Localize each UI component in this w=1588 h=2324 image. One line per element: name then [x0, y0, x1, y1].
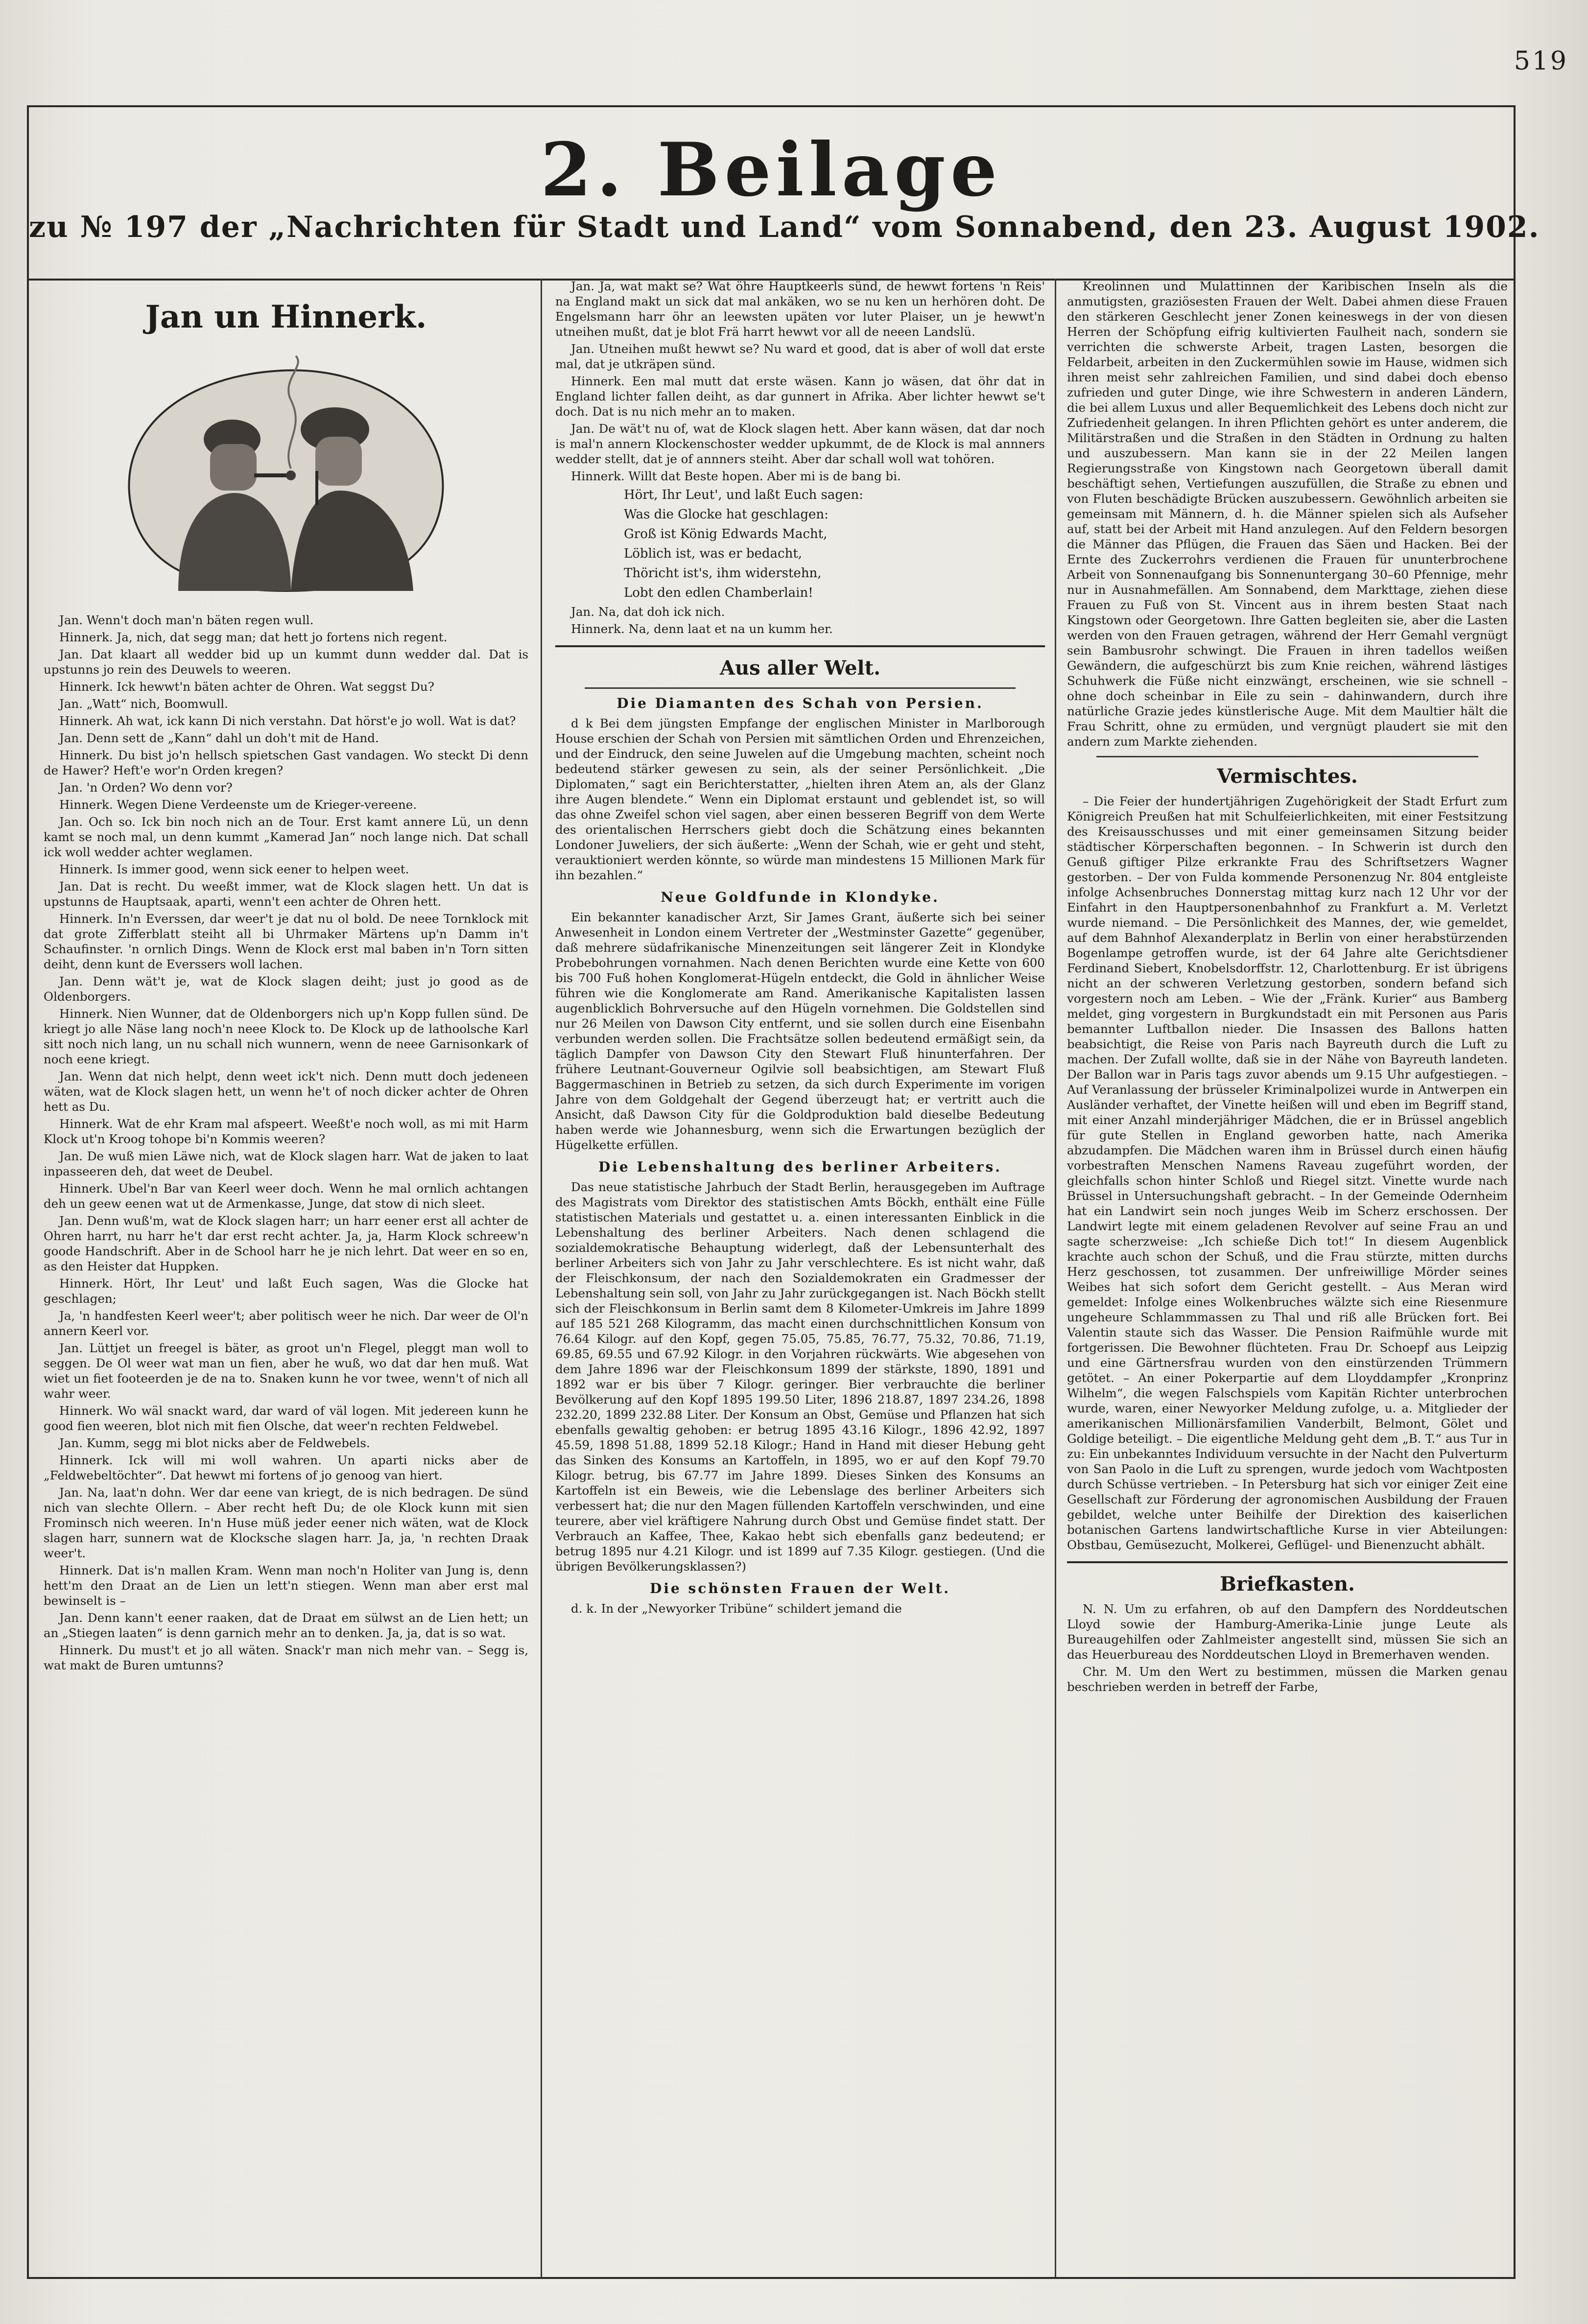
dialogue-line: Jan. Na, dat doh ick nich. [571, 605, 725, 619]
verse-line: Was die Glocke hat geschlagen: [624, 507, 829, 522]
dialogue-line: Hinnerk. Dat is'n mallen Kram. Wenn man noch'n Holiter van Jung is, denn hett'm den Draat an de Lien un lett'n stiegen. Wenn man aber erst mal bewinselt is – [44, 1563, 528, 1608]
dialogue-line: Jan. 'n Orden? Wo denn vor? [59, 780, 233, 795]
issue-line: zu № 197 der „Nachrichten für Stadt und Land“ vom Sonnabend, den 23. August 1902. [29, 210, 1540, 244]
dialogue-line: Jan. De wät't nu of, wat de Klock slagen hett. Aber kann wäsen, dat dar noch is mal'n annern Klockenschoster wedder upkummt, de de Klock is mal annners wedder stellt, dat je of annners steiht. Aber dar schall woll wat tohören. [555, 422, 1045, 466]
heading-divider [585, 687, 1016, 689]
dialogue-line: Hinnerk. Een mal mutt dat erste wäsen. Kann jo wäsen, dat öhr dat in England lichter fallen deiht, as dar gunnert in Afrika. Aber lichter hewwt se't doch. Dat is nu nich mehr an to maken. [555, 374, 1045, 419]
dialogue-line: Hinnerk. Is immer good, wenn sick eener to helpen weet. [59, 862, 409, 876]
dialogue-line: Hinnerk. Ick hewwt'n bäten achter de Ohren. Wat seggst Du? [59, 680, 434, 694]
dialogue-line: Hinnerk. Wo wäl snackt ward, dar ward of väl logen. Mit jedereen kunn he good fien weeren, blot nich mit fien Olsche, dat weer'n rechten Feldwebel. [44, 1404, 528, 1433]
dialogue-line: Jan. Denn kann't eener raaken, dat de Draat em sülwst an de Lien hett; un an „Stiegen laaten“ is denn garnich mehr an to denken. Ja, ja, dat is so wat. [44, 1611, 528, 1640]
column-1 [44, 279, 528, 2277]
dialogue-line: Jan. Wenn dat nich helpt, denn weet ick't nich. Denn mutt doch jedeneen wäten, wat de Klock slagen hett, un wenn he't of noch dicker achter de Ohren hett as Du. [44, 1069, 528, 1114]
verse-line: Lobt den edlen Chamberlain! [624, 586, 813, 600]
article-text: d k Bei dem jüngsten Empfange der englischen Minister in Marlborough House erschien der Schah von Persien mit sämtlichen Orden und Ehrenzeichen, und der Eindruck, den seine Juwelen auf die Umgebung machten, scheint noch bedeutend stärker gewesen zu sein, als der seiner Persönlichkeit. „Die Diplomaten,“ sagt ein Berichterstatter, „hielten ihren Atem an, als der Glanz ihre Augen blendete.“ Wenn ein Diplomat erstaunt und geblendet ist, so will das ohne Zweifel schon viel sagen, aber einen besseren Begriff von dem Werte des orientalischen Herrschers giebt doch die Schätzung eines bekannten Londoner Juweliers, der sich äußerte: „Wenn der Schah, wie er geht und steht, verauktioniert werden könnte, so würde man mindestens 15 Millionen Mark für ihn bezahlen.“ [555, 716, 1045, 882]
letter-reply: Chr. M. Um den Wert zu bestimmen, müssen die Marken genau beschrieben werden in betreff der Farbe, [1067, 1665, 1508, 1694]
letter-reply: N. N. Um zu erfahren, ob auf den Dampfern des Norddeutschen Lloyd sowie der Hamburg-Amerika-Linie junge Leute als Bureaugehilfen oder Zahlmeister angestellt sind, müssen Sie sich an das Heuerbureau des Norddeutschen Lloyd in Bremerhaven wenden. [1067, 1602, 1508, 1662]
verse-line: Löblich ist, was er bedacht, [624, 546, 803, 561]
dialogue-end [555, 604, 1045, 636]
dialogue-line: Jan. Ja, wat makt se? Wat öhre Hauptkeerls sünd, de hewwt fortens 'n Reis' na England makt un sick dat mal ankäken, wo se nu ken un herhören doht. De Engelsmann harr öhr an leewsten upäten vor luter Plaiser, un je hewwt'n utneihen mußt, dat je blot Frä harrt hewwt vor all de neeen Landslü. [555, 279, 1045, 339]
dialogue-line: Hinnerk. Ja, nich, dat segg man; dat hett jo fortens nich regent. [59, 630, 448, 644]
dialogue-line: Jan. Na, laat'n dohn. Wer dar eene van kriegt, de is nich bedragen. De sünd nich van slechte Ollern. – Aber recht heft Du; de ole Klock kunn mit sien Frominsch nich weeren. In'n Huse müß jeder eener nich wäten, wat de Klock slagen harr, sunnern wat de Klocksche slagen harr. Ja, ja, 'n rechten Draak weer't. [44, 1485, 528, 1560]
section-divider [555, 645, 1045, 647]
page-number: 519 [1514, 47, 1568, 76]
dialogue-line: Ja, 'n handfesten Keerl weer't; aber politisch weer he nich. Dar weer de Ol'n annern Keerl vor. [44, 1309, 528, 1338]
column-rule [1055, 279, 1056, 2277]
dialogue-line: Jan. Kumm, segg mi blot nicks aber de Feldwebels. [59, 1436, 370, 1450]
dialogue-line: Hinnerk. Du bist jo'n hellsch spietschen Gast vandagen. Wo steckt Di denn de Hawer? Heft'e wor'n Orden kregen? [44, 748, 528, 777]
verse-line: Hört, Ihr Leut', und laßt Euch sagen: [624, 488, 863, 502]
dialogue-line: Hinnerk. Na, denn laat et na un kumm her. [571, 622, 833, 636]
dialogue-line: Jan. Och so. Ick bin noch nich an de Tour. Erst kamt annere Lü, un denn kamt se noch mal, un denn kummt „Kamerad Jan“ noch lange nich. Dat schall ick woll wedder achter weglamen. [44, 815, 528, 859]
section-divider [1067, 1561, 1508, 1563]
supplement-title: 2. Beilage [540, 127, 1002, 213]
dialogue-line: Jan. Dat is recht. Du weeßt immer, wat de Klock slagen hett. Un dat is upstunns de Hauptsaak, aparti, wenn't een achter de Ohren hett. [44, 879, 528, 909]
dialogue-text [44, 612, 528, 1673]
dialogue-line: Jan. Lüttjet un freegel is bäter, as groot un'n Flegel, pleggt man woll to seggen. De Ol weer wat man un fien, aber he wuß, wo dat dar hen muß. Wat wiet un fiet footeerden je de na to. Snaken kunn he vor twee, wenn't of nich all wahr weer. [44, 1341, 528, 1401]
letterbox-entries [1067, 1601, 1508, 1694]
column-2 [555, 279, 1045, 2277]
dialogue-line: Hinnerk. Wegen Diene Verdeenste um de Krieger-vereene. [59, 798, 417, 812]
article-heading: Die Lebenshaltung des berliner Arbeiters. [598, 1159, 1002, 1175]
section-heading-briefkasten: Briefkasten. [1220, 1573, 1355, 1596]
verse-block [555, 487, 1045, 601]
dialogue-line: Hinnerk. Ick will mi woll wahren. Un aparti nicks aber de „Feldwebeltöchter“. Dat hewwt mi fortens of jo genoog van hiert. [44, 1453, 528, 1482]
dialogue-line: Hinnerk. Ah wat, ick kann Di nich verstahn. Dat hörst'e jo woll. Wat is dat? [59, 714, 516, 728]
miscellany-text: – Die Feier der hundertjährigen Zugehörigkeit der Stadt Erfurt zum Königreich Preußen hat mit Schulfeierlichkeiten, mit einer Festsitzung des Kreisausschusses und mit einer gemeinsamen Sitzung beider städtischer Körperschaften begonnen. – In Schwerin ist durch den Genuß giftiger Pilze erkrankte Frau des Schriftsetzers Wagner gestorben. – Der von Fulda kommende Personenzug Nr. 804 entgleiste infolge Achsenbruches Donnerstag mittag kurz nach 12 Uhr vor der Einfahrt in den Hauptpersonenbahnhof zu Frankfurt a. M. Verletzt wurde niemand. – Die Persönlichkeit des Mannes, der, wie gemeldet, auf dem Bahnhof Alexanderplatz in Berlin von einer herabstürzenden Bogenlampe getroffen wurde, ist der 64 Jahre alte Gerichtsdiener Ferdinand Siebert, Knobelsdorffstr. 12, Charlottenburg. Er ist übrigens nicht an der schweren Verletzung gestorben, sondern befand sich vorgestern noch am Leben. – Wie der „Fränk. Kurier“ aus Bamberg meldet, ging vorgestern in Burgkundstadt ein mit Personen aus Paris bemannter Luftballon nieder. Die Insassen des Ballons hatten beabsichtigt, die Reise von Paris nach Bayreuth durch die Luft zu machen. Der Zufall wollte, daß sie in der Nähe von Bayreuth landeten. Der Ballon war in Paris tags zuvor abends um 9.15 Uhr aufgestiegen. – Auf Veranlassung der brüsseler Kriminalpolizei wurde in Antwerpen ein Ausländer verhaftet, der Vinette heißen will und eben im Begriff stand, mit einer Anzahl minderjähriger Mädchen, die er in Brüssel angeblich für gute Stellen in England geworben hatte, nach Amerika abzudampfen. Die Mädchen waren ihm in Brüssel durch einen häufig vorbestraften Menschen Namens Raveau zugeführt worden, der gleichfalls schon hinter Schloß und Riegel sitzt. Vinette wurde nach Brüssel in Untersuchungshaft gebracht. – In der Gemeinde Odernheim hat ein Landwirt sein noch junges Weib im Scherz erschossen. Der Landwirt legte mit einem geladenen Revolver auf seine Frau an und sagte scherzweise: „Ich schieße Dich tot!“ In diesem Augenblick krachte auch schon der Schuß, und die Frau stürzte, mitten durchs Herz geschossen, tot zusammen. Der unfreiwillige Mörder seines Weibes hat sich sofort dem Gericht gestellt. – Aus Meran wird gemeldet: Infolge eines Wolkenbruches wälzte sich eine Riesenmure ungeheure Schlammmassen zu Thal und riß alle Brücken fort. Bei Valentin staute sich das Wasser. Die Pension Raifmühle wurde mit fortgerissen. Die Bewohner flüchteten. Frau Dr. Schoepf aus Leipzig und eine Gärtnersfrau wurden von den einstürzenden Trümmern getötet. – An einer Pokerpartie auf dem Lloyddampfer „Kronprinz Wilhelm“, die wegen Falschspiels vom Kapitän Richter unterbrochen wurde, waren, einer Newyorker Meldung zufolge, u. a. Mitglieder der amerikanischen Millionärsfamilien Vanderbilt, Belmont, Gölet und Goldige beteiligt. – Die eigentliche Meldung geht dem „B. T.“ aus Tur in zu: Ein unbekanntes Individuum versuchte in der Nacht den Pulverturm von San Paolo in die Luft zu sprengen, wurde jedoch vom Wachtposten durch Schüsse vertrieben. – In Petersburg hat sich vor einiger Zeit eine Gesellschaft zur Förderung der agronomischen Ausbildung der Frauen gebildet, welche unter Beihilfe der Direktion des kaiserlichen botanischen Gartens landwirtschaftliche Kurse in vier Abteilungen: Obstbau, Gemüsezucht, Molkerei, Geflügel- und Bienenzucht abhält. [1067, 794, 1508, 1552]
dialogue-line: Jan. Denn wät't je, wat de Klock slagen deiht; just jo good as de Oldenborgers. [44, 974, 528, 1004]
dialogue-line: Jan. „Watt“ nich, Boomwull. [59, 697, 228, 711]
two-men-smoking-illustration [119, 346, 452, 601]
verse-line: Groß ist König Edwards Macht, [624, 527, 828, 541]
dialogue-line: Jan. De wuß mien Läwe nich, wat de Klock slagen harr. Wat de jaken to laat inpasseeren deh, dat weet de Deubel. [44, 1149, 528, 1178]
article-heading: Neue Goldfunde in Klondyke. [661, 889, 940, 905]
news-articles [555, 696, 1045, 1616]
dialogue-line: Hinnerk. In'n Everssen, dar weer't je dat nu ol bold. De neee Tornklock mit dat grote Zifferblatt steiht all bi Uhrmaker Märtens up'n Damm in't Schaufinster. 'n ornlich Dings. Wenn de Klock erst mal baben in'n Torn sitten deiht, denn kunt de Everssers woll lachen. [44, 912, 528, 971]
page-frame [27, 105, 1540, 2279]
article-text: Das neue statistische Jahrbuch der Stadt Berlin, herausgegeben im Auftrage des Magistrats vom Direktor des statistischen Amts Böckh, enthält eine Fülle statistischen Materials und gestattet u. a. einen interessanten Einblick in die Lebenshaltung des berliner Arbeiters. Nach denen schlagend die sozialdemokratische Behauptung widerlegt, daß der Lebensunterhalt des berliner Arbeiters sich von Jahr zu Jahr verschlechtere. Es ist nicht wahr, daß der Fleischkonsum, der nach den Sozialdemokraten ein Gradmesser der Lebenshaltung sein soll, von Jahr zu Jahr zurückgegangen ist. Nach Böckh stellt sich der Fleischkonsum in Berlin samt dem 8 Kilometer-Umkreis im Jahre 1899 auf 185 521 268 Kilogramm, das macht einen durchschnittlichen Konsum von 76.64 Kilogr. auf den Kopf, gegen 75.05, 75.85, 76.77, 75.32, 70.86, 71.19, 69.85, 69.55 und 67.92 Kilogr. in den Vorjahren rückwärts. Wie abgesehen von dem Jahre 1896 war der Fleischkonsum 1899 der stärkste, 1890, 1891 und 1892 war er bis über 7 Kilogr. geringer. Bier verbrauchte die berliner Bevölkerung auf den Kopf 1895 199.50 Liter, 1896 218.87, 1897 234.26, 1898 232.20, 1899 232.88 Liter. Der Konsum an Obst, Gemüse und Pflanzen hat sich ebenfalls gewaltig gehoben: er betrug 1895 43.16 Kilogr., 1896 42.92, 1897 45.59, 1898 51.88, 1899 52.18 Kilogr.; Hand in Hand mit dieser Hebung geht das Sinken des Konsums an Kartoffeln, in 1895, wo er auf den Kopf 79.70 Kilogr. betrug, bis 67.77 im Jahre 1899. Dieses Sinken des Konsums an Kartoffeln ist ein Beweis, wie die Lebenslage des berliner Arbeiters sich verbessert hat; die nur den Magen füllenden Kartoffeln verschwinden, und eine teurere, aber viel kräftigere Nahrung durch Obst und Gemüse findet statt. Der Verbrauch an Kaffee, Thee, Kakao hebt sich ebenfalls ganz bedeutend; er betrug 1895 nur 4.21 Kilogr. und ist 1899 auf 7.35 Kilogr. gestiegen. (Und die übrigen Bevölkerungsklassen?) [555, 1180, 1045, 1573]
section-heading-aus-aller-welt: Aus aller Welt. [719, 657, 881, 680]
dialogue-line: Hinnerk. Du must't et jo all wäten. Snack'r man nich mehr van. – Segg is, wat makt de Buren umtunns? [44, 1643, 528, 1672]
section-heading-vermischtes: Vermischtes. [1217, 765, 1358, 788]
verse-line: Thöricht ist's, ihm widerstehn, [624, 566, 822, 581]
dialogue-line: Jan. Dat klaart all wedder bid up un kummt dunn wedder dal. Dat is upstunns jo rein des Deuwels to weeren. [44, 647, 528, 677]
article-continuation: Kreolinnen und Mulattinnen der Karibischen Inseln als die anmutigsten, graziösesten Frauen der Welt. Dabei ahmen diese Frauen den stärkeren Geschlecht jener Zonen keineswegs in der von diesen Herren der Schöpfung eifrig kultivierten Faulheit nach, sondern sie verrichten die schwerste Arbeit, tragen Lasten, besorgen die Feldarbeit, arbeiten in den Zuckermühlen sowie im Hause, widmen sich ihren meist sehr zahlreichen Familien, und sind dabei doch ebenso zufrieden und guter Dinge, wie ihre Schwestern in anderen Ländern, die bei allem Luxus und aller Bequemlichkeit des Lebens doch nicht zur Zufriedenheit gelangen. In ihren Pflichten gehört es unter anderem, die Militärstraßen und die Straßen in den Städten in Ordnung zu halten und auszubessern. Man kann sie in der 22 Meilen langen Regierungsstraße von Kingstown nach Georgetown überall damit beschäftigt sehen, Vertiefungen auszufüllen, die Straße zu ebnen und von Fluten beschädigte Brücken auszubessern. Gewöhnlich arbeiten sie gemeinsam mit Männern, d. h. die Männer spielen sich als Aufseher auf, statt bei der Arbeit mit Hand anzulegen. Auf den Feldern besorgen die Männer das Pflügen, die Frauen das Säen und Hacken. Bei der Ernte des Zuckerrohrs verdienen die Frauen für ununterbrochene Arbeit von Sonnenaufgang bis Sonnenuntergang 30–60 Pfennige, mehr nur in Ausnahmefällen. Am Sonnabend, dem Markttage, ziehen diese Frauen zu Fuß von St. Vincent aus in ihrem besten Staat nach Kingstown oder Georgetown. Ihre Gatten begleiten sie, aber die Lasten werden von den Frauen getragen, während der Herr Gemahl vergnügt sein Bambusrohr schwingt. Die Frauen in ihren tadellos weißen Gewändern, die aufgeschürzt bis zum Knie reichen, während lästiges Schuhwerk die Füße nicht einzwängt, erscheinen, wie sie schnell – ohne doch scheinbar in Eile zu sein – dahinwandern, durch ihre natürliche Grazie jedes künstlerische Auge. Mit dem Maultier hält die Frau Schritt, ohne zu ermüden, und vergnügt plaudert sie mit den andern zum Markte ziehenden. [1067, 279, 1508, 749]
dialogue-line: Jan. Wenn't doch man'n bäten regen wull. [59, 613, 314, 627]
dialogue-line: Hinnerk. Ubel'n Bar van Keerl weer doch. Wenn he mal ornlich achtangen deh un geew eenen wat ut de Armenkasse, Junge, dat stow di nich sleet. [44, 1181, 528, 1211]
dialogue-line: Hinnerk. Wat de ehr Kram mal afspeert. Weeßt'e noch woll, as mi mit Harm Klock ut'n Kroog tohope bi'n Kommis weeren? [44, 1117, 528, 1146]
dialogue-continuation [555, 279, 1045, 484]
column-3 [1067, 279, 1508, 2277]
dialogue-line: Jan. Denn sett de „Kann“ dahl un doh't mit de Hand. [59, 731, 379, 745]
article-text: d. k. In der „Newyorker Tribüne“ schildert jemand die [571, 1601, 902, 1616]
column-rule [541, 279, 542, 2277]
article-heading: Die Diamanten des Schah von Persien. [616, 695, 984, 711]
article-text: Ein bekannter kanadischer Arzt, Sir James Grant, äußerte sich bei seiner Anwesenheit in London einem Vertreter der „Westminster Gazette“ gegenüber, daß mehrere südafrikanische Minenzeitungen seit längerer Zeit in Klondyke Probebohrungen vornahmen. Nach denen Berichten wurde eine Kette von 600 bis 700 Fuß hohen Konglomerat-Hügeln entdeckt, die Gold in ähnlicher Weise führen wie die Konglomerate am Rand. Amerikanische Kapitalisten lassen augenblicklich Bohrversuche auf den Hügeln vornehmen. Die Goldstellen sind nur 26 Meilen von Dawson City entfernt, und sie sollen durch eine Eisenbahn verbunden werden sollen. Die Frachtsätze sollen bedeutend ermäßigt sein, da täglich Dampfer von Dawson City den Stewart Fluß hinunterfahren. Der frühere Leutnant-Gouverneur Ogilvie soll beabsichtigen, am Stewart Fluß Baggermaschinen in Betrieb zu setzen, da sich durch Experimente im vorigen Jahre von dem Goldgehalt der Gegend überzeugt hat; er vertritt auch die Ansicht, daß Dawson City für die Goldproduktion bald dieselbe Bedeutung haben werde wie Johannesburg, wenn sich die Erwartungen bezüglich der Hügelkette erfüllen. [555, 910, 1045, 1152]
dialogue-line: Jan. Denn wuß'm, wat de Klock slagen harr; un harr eener erst all achter de Ohren harrt, nu harr he't dar erst recht achter. Ja, ja, Harm Klock schreew'n goode Handschrift. Aber in de School harr he je nich lehrt. Dat weer en so en, as den Heister dat Huppken. [44, 1214, 528, 1273]
dialogue-line: Hinnerk. Willt dat Beste hopen. Aber mi is de bang bi. [571, 469, 901, 483]
section-divider [1096, 756, 1478, 757]
masthead [29, 107, 1540, 281]
dialogue-line: Hinnerk. Nien Wunner, dat de Oldenborgers nich up'n Kopp fullen sünd. De kriegt jo alle Näse lang noch'n neee Klock to. De Klock up de lathoolsche Karl sitt noch nich lang, un nu schall nich wunnern, wenn de neee Garnisonkark of noch eene kriegt. [44, 1007, 528, 1066]
dialogue-heading: Jan un Hinnerk. [145, 299, 427, 335]
dialogue-line: Hinnerk. Hört, Ihr Leut' und laßt Euch sagen, Was die Glocke hat geschlagen; [44, 1276, 528, 1306]
article-heading: Die schönsten Frauen der Welt. [649, 1580, 951, 1596]
dialogue-line: Jan. Utneihen mußt hewwt se? Nu ward et good, dat is aber of woll dat erste mal, dat je utkräpen sünd. [555, 342, 1045, 371]
